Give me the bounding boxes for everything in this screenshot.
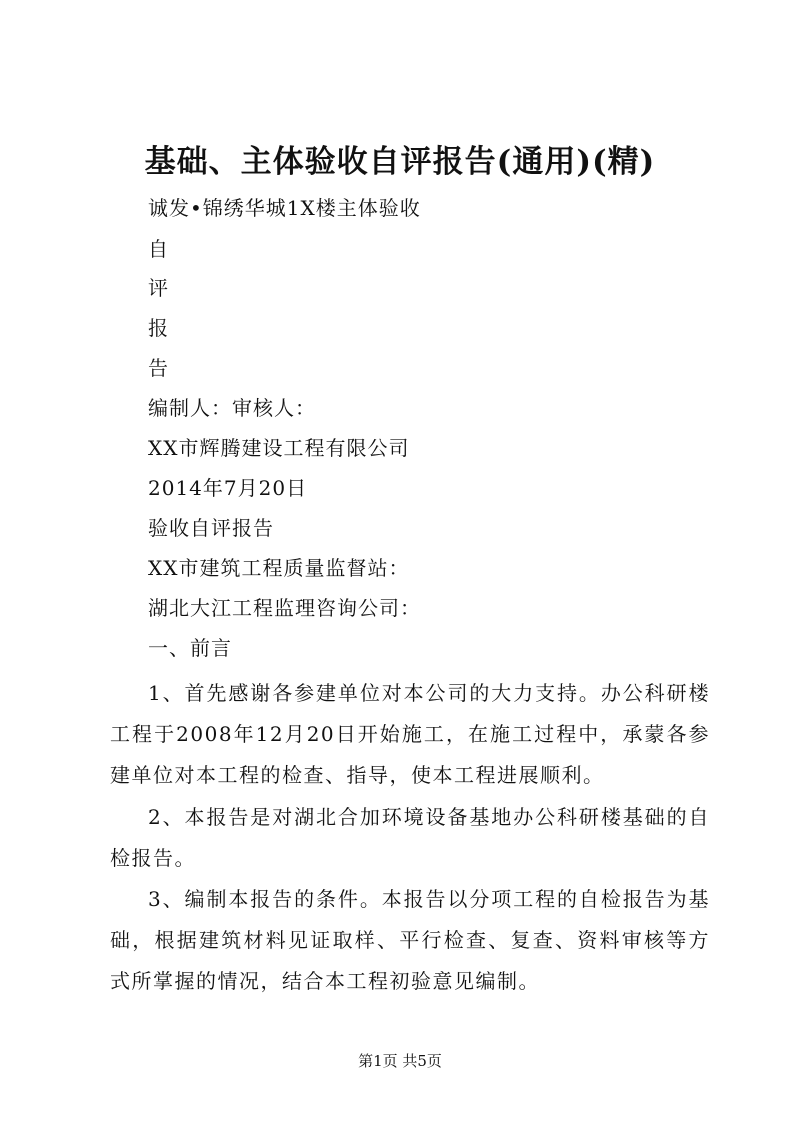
- body-paragraph: 1、首先感谢各参建单位对本公司的大力支持。办公科研楼工程于2008年12月20日开始施工，在施工过程中，承蒙各参建单位对本工程的检查、指导，使本工程进展顺利。: [110, 681, 710, 787]
- company-name-line: XX市辉腾建设工程有限公司: [148, 436, 410, 460]
- body-paragraph: 2、本报告是对湖北合加环境设备基地办公科研楼基础的自检报告。: [110, 805, 710, 870]
- document-title: 基础、主体验收自评报告(通用)(精): [144, 144, 656, 180]
- cover-char-line: 报: [148, 316, 169, 340]
- project-name-line: 诚发•锦绣华城1X楼主体验收: [148, 196, 421, 220]
- page-footer: 第1页 共5页: [358, 1052, 442, 1070]
- recipient-line: XX市建筑工程质量监督站：: [148, 556, 410, 580]
- recipient-line: 湖北大江工程监理咨询公司：: [148, 596, 421, 620]
- cover-char-line: 评: [148, 276, 169, 300]
- report-heading-line: 验收自评报告: [148, 516, 274, 540]
- section-heading: 一、前言: [148, 636, 232, 660]
- body-paragraph: 3、编制本报告的条件。本报告以分项工程的自检报告为基础，根据建筑材料见证取样、平行检查、复查、资料审核等方式所掌握的情况，结合本工程初验意见编制。: [110, 887, 710, 993]
- cover-char-line: 自: [148, 237, 169, 261]
- date-line: 2014年7月20日: [148, 476, 308, 500]
- cover-char-line: 告: [148, 356, 169, 380]
- editor-reviewer-line: 编制人：审核人：: [148, 396, 316, 420]
